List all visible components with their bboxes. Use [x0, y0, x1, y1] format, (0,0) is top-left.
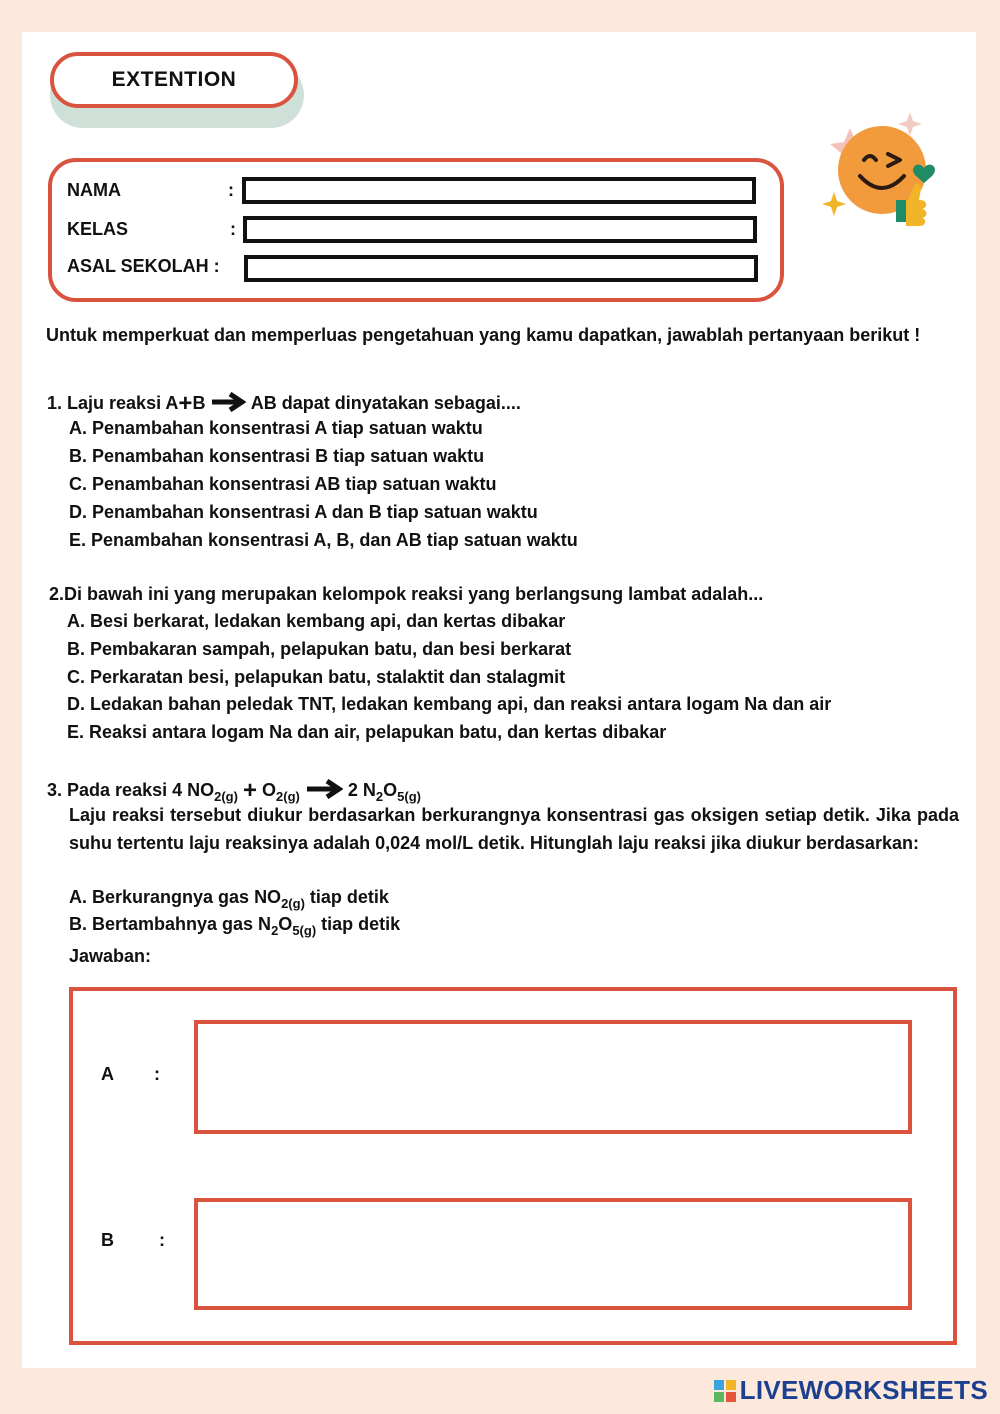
q2-option-c[interactable]: C. Perkaratan besi, pelapukan batu, stalaktit dan stalagmit — [67, 667, 566, 687]
name-input[interactable] — [242, 177, 756, 204]
answer-b-label: B — [101, 1230, 114, 1250]
answer-b-colon: : — [159, 1230, 165, 1250]
liveworksheets-logo — [714, 1375, 988, 1406]
answer-a-label: A — [101, 1064, 114, 1084]
name-label: NAMA — [67, 180, 121, 200]
q3-option-a-suffix: tiap detik — [309, 887, 389, 907]
question-1-number: 1. — [47, 393, 63, 413]
class-input[interactable] — [243, 216, 757, 243]
question-1-stem-prefix: Laju reaksi A — [67, 393, 179, 413]
q2-option-d[interactable]: D. Ledakan bahan peledak TNT, ledakan kembang api, dan reaksi antara logam Na dan air — [67, 694, 832, 714]
question-2-stem: Di bawah ini yang merupakan kelompok reaksi yang berlangsung lambat adalah... — [64, 584, 764, 604]
plus-sign: + — [178, 390, 193, 417]
q2-option-a[interactable]: A. Besi berkarat, ledakan kembang api, dan kertas dibakar — [67, 611, 566, 631]
equation-reactant-o: O — [262, 780, 277, 800]
class-colon: : — [230, 219, 236, 239]
brand-text: LIVEWORKSHEETS — [739, 1375, 988, 1405]
equation-subscript: 2(g) — [214, 789, 238, 804]
page-title: EXTENTION — [50, 52, 298, 108]
equation-reactant-no: Pada reaksi 4 NO — [67, 780, 215, 800]
equation-product: 2 N — [347, 780, 376, 800]
q3-option-b-suffix: tiap detik — [321, 914, 401, 934]
question-1-stem-suffix: AB dapat dinyatakan sebagai.... — [250, 393, 521, 413]
question-2 — [49, 584, 763, 605]
q3-option-b-subscript: 2 — [271, 923, 279, 938]
answer-label: Jawaban: — [69, 946, 152, 966]
arrow-right-icon — [305, 779, 343, 799]
answer-b-input[interactable] — [194, 1198, 912, 1310]
plus-sign: + — [242, 777, 257, 804]
equation-subscript: 2(g) — [276, 789, 300, 804]
arrow-right-icon — [210, 392, 246, 412]
question-2-number: 2. — [49, 584, 65, 604]
question-3-paragraph: Laju reaksi tersebut diukur berdasarkan berkurangnya konsentrasi gas oksigen setiap detik. Jika pada suhu tertentu laju reaksinya adalah 0,024 mol/L detik. Hitunglah laju reaksi jika diukur berdasarkan: — [69, 805, 959, 853]
winking-smiley-thumbs-up-icon — [812, 108, 952, 228]
q1-option-d[interactable]: D. Penambahan konsentrasi A dan B tiap satuan waktu — [69, 502, 538, 522]
question-1 — [47, 390, 521, 418]
equation-product-o: O — [383, 780, 398, 800]
q3-option-a-subscript: 2(g) — [281, 896, 305, 911]
q3-option-b-o: O — [278, 914, 293, 934]
school-input[interactable] — [244, 255, 758, 282]
q3-option-b-subscript-2: 5(g) — [292, 923, 317, 938]
q2-option-e[interactable]: E. Reaksi antara logam Na dan air, pelapukan batu, dan kertas dibakar — [67, 722, 667, 742]
equation-subscript: 5(g) — [397, 789, 422, 804]
name-colon: : — [228, 180, 234, 200]
equation-subscript: 2 — [375, 789, 384, 804]
question-3-number: 3. — [47, 780, 63, 800]
school-label: ASAL SEKOLAH : — [67, 256, 220, 276]
q1-option-a[interactable]: A. Penambahan konsentrasi A tiap satuan waktu — [69, 418, 483, 438]
q2-option-b[interactable]: B. Pembakaran sampah, pelapukan batu, dan besi berkarat — [67, 639, 572, 659]
q1-option-b[interactable]: B. Penambahan konsentrasi B tiap satuan waktu — [69, 446, 485, 466]
q3-option-a-text: A. Berkurangnya gas NO — [69, 887, 282, 907]
q1-option-e[interactable]: E. Penambahan konsentrasi A, B, dan AB tiap satuan waktu — [69, 530, 578, 550]
q3-option-b-text: B. Bertambahnya gas N — [69, 914, 272, 934]
q3-option-a — [69, 887, 389, 911]
intro-text: Untuk memperkuat dan memperluas pengetahuan yang kamu dapatkan, jawablah pertanyaan berikut ! — [46, 325, 921, 345]
answer-a-colon: : — [154, 1064, 160, 1084]
reactant-b: B — [192, 393, 206, 413]
question-3-equation — [47, 777, 421, 805]
class-label: KELAS — [67, 219, 129, 239]
brand-mark-icon — [714, 1380, 736, 1402]
q3-option-b — [69, 914, 400, 938]
answer-a-input[interactable] — [194, 1020, 912, 1134]
q1-option-c[interactable]: C. Penambahan konsentrasi AB tiap satuan waktu — [69, 474, 497, 494]
